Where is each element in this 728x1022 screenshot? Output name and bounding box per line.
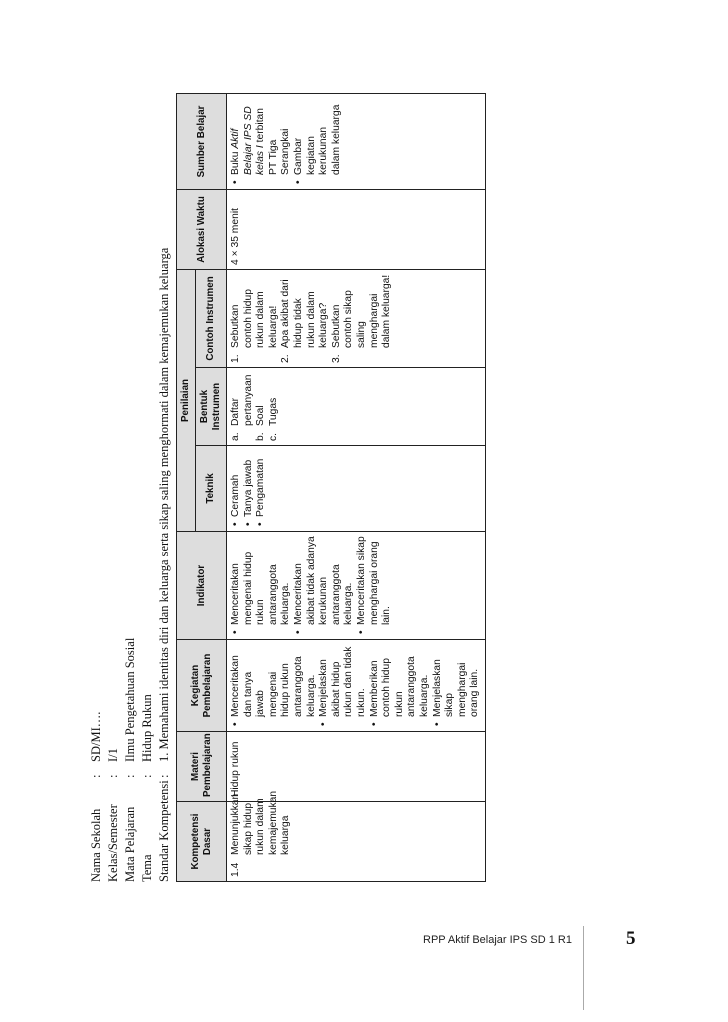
header-row-kelas: Kelas/Semester : I/1 <box>106 748 120 882</box>
list-item: • Memberikan contoh hidup rukun antaranggota keluarga. <box>369 644 432 727</box>
th-kompetensi-dasar: Kompetensi Dasar <box>177 802 227 882</box>
list-item: c. Tugas <box>267 397 279 441</box>
list-item: • Buku Aktif Belajar IPS SD kelas I terbitan PT Tiga Serangkai <box>230 98 293 185</box>
list-item: • Menceritakan dan tanya jawab mengenai hidup rukun antaranggota keluarga. <box>230 644 318 727</box>
th-teknik: Teknik <box>196 446 227 532</box>
list-item: • Tanya jawab <box>243 450 256 527</box>
list-item: • Menceritakan akibat tidak adanya kerukunan antaranggota keluarga. <box>293 536 356 635</box>
list-item: • Pengamatan <box>255 450 268 527</box>
th-bentuk: Bentuk Instrumen <box>196 368 227 446</box>
page-number: 5 <box>626 928 636 949</box>
footer-divider <box>583 926 584 1010</box>
cell-teknik <box>227 446 486 532</box>
cell-kompetensi-dasar: 1.4 Menunjukkan sikap hidup rukun dalam kemajemukan keluarga <box>227 802 486 882</box>
th-materi: Materi Pembelajaran <box>177 732 227 802</box>
cell-alokasi: 4 × 35 menit <box>227 189 486 269</box>
list-item: a. Daftar pertanyaan <box>230 374 254 441</box>
footer-text: RPP Aktif Belajar IPS SD 1 R1 <box>423 934 572 946</box>
rotated-page-content <box>88 82 488 882</box>
th-sumber: Sumber Belajar <box>177 93 227 189</box>
th-alokasi: Alokasi Waktu <box>177 189 227 269</box>
th-contoh: Contoh Instrumen <box>196 269 227 367</box>
list-item: • Menjelaskan akibat hidup rukun dan tidak rukun. <box>318 644 368 727</box>
cell-indikator <box>227 532 486 640</box>
cell-contoh <box>227 269 486 367</box>
cell-kegiatan <box>227 640 486 732</box>
list-item: • Gambar kegiatan kerukunan dalam keluarga <box>293 98 343 185</box>
syllabus-table <box>176 93 486 882</box>
list-item: • Menjelaskan sikap menghargai orang lain. <box>432 644 482 727</box>
list-item: 2. Apa akibat dari hidup tidak rukun dalam keluarga? <box>280 279 330 363</box>
list-item: • Menceritakan mengenai hidup rukun antaranggota keluarga. <box>230 536 293 635</box>
list-item: • Menceritakan sikap menghargai orang lain. <box>356 536 394 635</box>
cell-bentuk <box>227 368 486 446</box>
th-kegiatan: Kegiatan Pembelajaran <box>177 640 227 732</box>
header-row-mapel: Mata Pelajaran : Ilmu Pengetahuan Sosial <box>123 637 137 882</box>
list-item: 1. Sebutkan contoh hidup rukun dalam keluarga! <box>230 289 279 363</box>
list-item: 3. Sebutkan contoh sikap saling menghargai dalam keluarga! <box>330 274 393 363</box>
header-row-sekolah: Nama Sekolah : SD/MI…. <box>89 711 103 882</box>
th-indikator: Indikator <box>177 532 227 640</box>
cell-sumber <box>227 93 486 189</box>
th-penilaian: Penilaian <box>177 269 196 531</box>
list-item: b. Soal <box>255 405 267 441</box>
cell-materi: Hidup rukun <box>227 732 486 802</box>
header-row-sk: Standar Kompetensi : 1. Memahami identitas diri dan keluarga serta sikap saling menghormati dalam kemajemukan keluarga <box>157 247 171 882</box>
list-item: • Ceramah <box>230 450 243 527</box>
header-row-tema: Tema : Hidup Rukun <box>140 694 154 882</box>
document-header <box>88 82 173 882</box>
table-row <box>227 93 486 881</box>
